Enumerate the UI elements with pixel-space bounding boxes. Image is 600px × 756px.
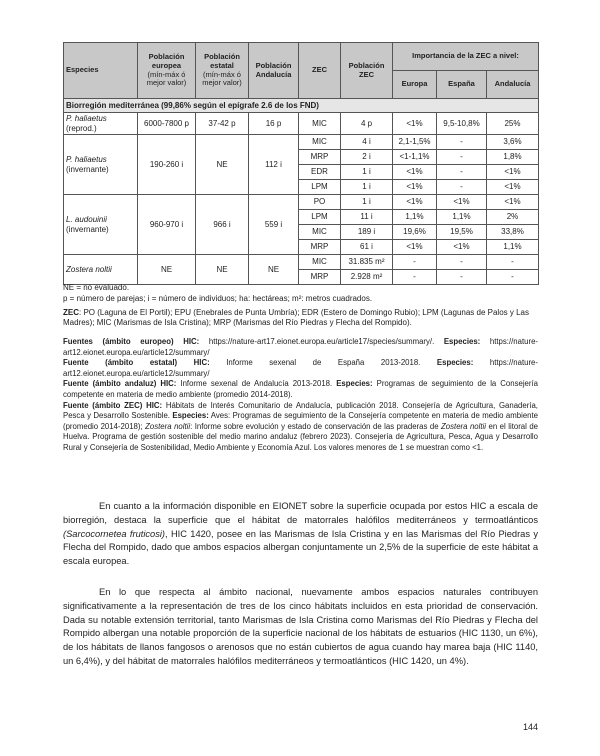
pob-zec-cell: 4 p [341,113,393,135]
imp-andalucia-cell: <1% [487,165,539,180]
pob-europa-cell: 190-260 i [138,135,196,195]
imp-espana-cell: - [437,135,487,150]
pob-estatal-cell: NE [196,255,249,285]
source-europeo: Fuentes (ámbito europeo) HIC: https://nature-art17.eionet.europa.eu/article17/species/summary/. Especies: https://nature-art12.eionet.europa.eu/article12/summary/ [63,337,538,357]
imp-espana-cell: - [437,255,487,270]
region-row: Biorregión mediterránea (99,86% según el epígrafe 2.6 de los FND) [64,99,539,113]
imp-andalucia-cell: <1% [487,180,539,195]
imp-espana-cell: - [437,165,487,180]
zec-cell: MIC [299,255,341,270]
species-population-table [63,42,539,285]
imp-europa-cell: - [393,270,437,285]
zec-cell: EDR [299,165,341,180]
zec-cell: MIC [299,113,341,135]
imp-europa-cell: <1% [393,195,437,210]
header-espana: España [437,71,487,99]
imp-andalucia-cell: <1% [487,195,539,210]
species-cell: P. haliaetus (invernante) [64,135,138,195]
source-estatal: Fuente (ámbito estatal) HIC: Informe sexenal de España 2013-2018. Especies: https://nature-art12.eionet.europa.eu/article12/summary/ [63,358,538,378]
pob-zec-cell: 11 i [341,210,393,225]
header-especies: Especies [64,43,138,99]
species-cell: P. haliaetus (reprod.) [64,113,138,135]
pob-zec-cell: 2.928 m² [341,270,393,285]
header-importancia: Importancia de la ZEC a nivel: [393,43,539,71]
pob-zec-cell: 4 i [341,135,393,150]
zec-cell: LPM [299,210,341,225]
header-europa: Europa [393,71,437,99]
imp-espana-cell: <1% [437,240,487,255]
page-number: 144 [522,722,538,732]
imp-europa-cell: 2,1-1,5% [393,135,437,150]
source-andaluz: Fuente (ámbito andaluz) HIC: Informe sexenal de Andalucía 2013-2018. Especies: Programas de seguimiento de la Consejería competente en materia de medio ambiente (promedio 2014-2018). [63,379,538,399]
zec-cell: MRP [299,270,341,285]
zec-cell: MIC [299,135,341,150]
pob-europa-cell: 960-970 i [138,195,196,255]
imp-espana-cell: 1,1% [437,210,487,225]
pob-zec-cell: 1 i [341,180,393,195]
imp-europa-cell: <1% [393,180,437,195]
imp-europa-cell: 1,1% [393,210,437,225]
note-ne: NE = no evaluado. [63,283,130,292]
table-notes [63,283,538,329]
body-paragraph-2: En lo que respecta al ámbito nacional, nuevamente ambos espacios naturales contribuyen significativamente a la representación de tres de los cinco hábitats incluidos en esta prioridad de conservación. Dada su notable extensión territorial, tanto Marismas de Isla Cristina como Marismas del Río Piedras y Flecha del Rompido albergan una notable proporción de la superficie nacional de los hábitats de estuarios (HIC 1130, un 6%), de los hábitats de llanos fangosos o arenosos que no están cubiertos de agua cuando hay marea baja (HIC 1140, un 6,4%), y del hábitat de matorrales halófilos mediterráneos y termoatlánticos (HIC 1420, un 4%). [63,587,538,666]
zec-cell: LPM [299,180,341,195]
pob-andalucia-cell: 16 p [249,113,299,135]
pob-estatal-cell: NE [196,135,249,195]
note-zec: ZEC: PO (Laguna de El Portil); EPU (Enebrales de Punta Umbría); EDR (Estero de Domingo Rubio); LPM (Lagunas de Palos y Las Madres); MIC (Marismas de Isla Cristina); MRP (Marismas del Río Piedras y Flecha del Rompido). [63,307,529,328]
pob-zec-cell: 1 i [341,195,393,210]
body-paragraph-1: En cuanto a la información disponible en EIONET sobre la superficie ocupada por estos HIC a escala de biorregión, destaca la superficie que el hábitat de matorrales halófilos mediterráneos y termoatlánticos (Sarcocornetea fruticosi), HIC 1420, posee en las Marismas de Isla Cristina y en las Marismas del Río Piedras y Flecha del Rompido, dado que ambos espacios albergan conjuntamente un 2,5% de la superficie de este hábitat a escala europea. [63,501,538,566]
zec-cell: MRP [299,150,341,165]
imp-europa-cell: <1% [393,240,437,255]
imp-europa-cell: <1-1,1% [393,150,437,165]
species-cell: L. audouinii (invernante) [64,195,138,255]
imp-andalucia-cell: 25% [487,113,539,135]
imp-europa-cell: <1% [393,165,437,180]
pob-estatal-cell: 966 i [196,195,249,255]
header-pob-estatal: Población estatal (mín-máx ó mejor valor) [196,43,249,99]
note-units: p = número de parejas; i = número de individuos; ha: hectáreas; m²: metros cuadrados. [63,293,373,303]
pob-zec-cell: 189 i [341,225,393,240]
pob-andalucia-cell: 112 i [249,135,299,195]
pob-europa-cell: 6000-7800 p [138,113,196,135]
pob-estatal-cell: 37-42 p [196,113,249,135]
zec-cell: MIC [299,225,341,240]
table-sources [63,337,538,454]
imp-europa-cell: <1% [393,113,437,135]
pob-zec-cell: 31.835 m² [341,255,393,270]
imp-andalucia-cell: 2% [487,210,539,225]
imp-espana-cell: 19,5% [437,225,487,240]
pob-zec-cell: 1 i [341,165,393,180]
pob-zec-cell: 61 i [341,240,393,255]
imp-espana-cell: - [437,270,487,285]
imp-andalucia-cell: 33,8% [487,225,539,240]
imp-andalucia-cell: 3,6% [487,135,539,150]
header-pob-andalucia: Población Andalucía [249,43,299,99]
pob-zec-cell: 2 i [341,150,393,165]
zec-cell: MRP [299,240,341,255]
header-pob-europea: Población europea (mín-máx ó mejor valor) [138,43,196,99]
zec-cell: PO [299,195,341,210]
imp-andalucia-cell: 1,1% [487,240,539,255]
pob-europa-cell: NE [138,255,196,285]
imp-andalucia-cell: 1,8% [487,150,539,165]
source-zec: Fuente (ámbito ZEC) HIC: Hábitats de Interés Comunitario de Andalucía, publicación 2018. Consejería de Agricultura, Ganadería, Pesca y Desarrollo Sostenible. Especies: Aves: Programas de seguimiento de la Consejería competente en materia de medio ambiente (promedio 2014-2018); Zostera noltii: Informe sobre evolución y estado de conservación de las praderas de Zostera noltii en el litoral de Huelva. Programa de gestión sostenible del medio marino andaluz (febrero 2023). Consejería de Agricultura, Pesca, Agua y Desarrollo Rural y Consejería de Sostenibilidad, Medio Ambiente y Economía Azul. Los valores menores de 1 se muestran como <1. [63,400,539,452]
pob-andalucia-cell: NE [249,255,299,285]
imp-espana-cell: 9,5-10,8% [437,113,487,135]
pob-andalucia-cell: 559 i [249,195,299,255]
species-cell: Zostera noltii [64,255,138,285]
header-zec: ZEC [299,43,341,99]
imp-espana-cell: - [437,180,487,195]
imp-europa-cell: 19,6% [393,225,437,240]
imp-espana-cell: - [437,150,487,165]
header-andalucia: Andalucía [487,71,539,99]
header-pob-zec: Población ZEC [341,43,393,99]
imp-andalucia-cell: - [487,255,539,270]
imp-andalucia-cell: - [487,270,539,285]
imp-europa-cell: - [393,255,437,270]
imp-espana-cell: <1% [437,195,487,210]
